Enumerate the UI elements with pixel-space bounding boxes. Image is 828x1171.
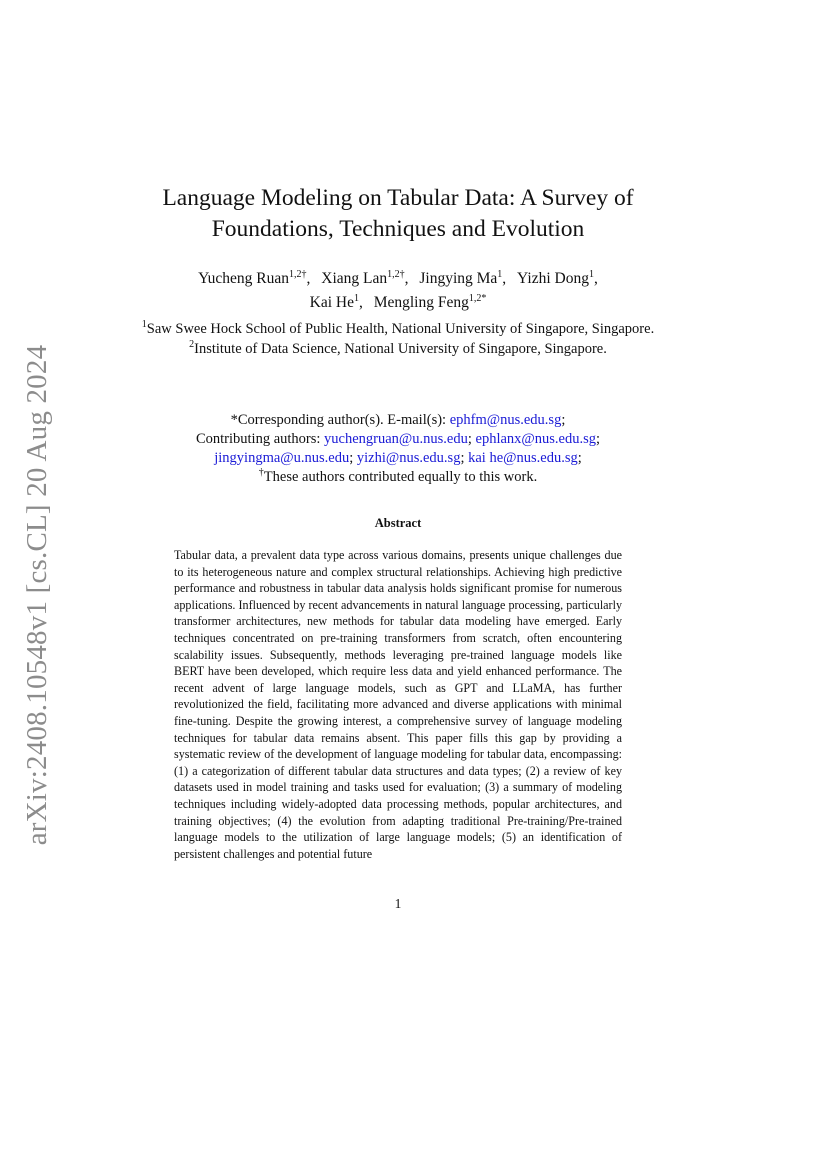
equal-contribution-text: These authors contributed equally to this work. <box>263 469 538 485</box>
paper-title-line-2: Foundations, Techniques and Evolution <box>211 216 585 242</box>
contributing-email-link[interactable]: jingyingma@u.nus.edu <box>214 450 350 466</box>
author-name: Kai He <box>309 294 354 311</box>
author: Yizhi Dong$^1$, <box>517 269 598 287</box>
affiliation-text: Institute of Data Science, National University of Singapore, Singapore. <box>194 341 607 357</box>
author-name: Yucheng Ruan <box>198 270 289 287</box>
paper-title <box>120 183 676 245</box>
author-name: Xiang Lan <box>321 270 388 287</box>
corresponding-email-link[interactable]: ephfm@nus.edu.sg <box>449 412 562 428</box>
author-affiliation-mark: 1 <box>588 269 594 280</box>
author-name: Mengling Feng <box>373 294 469 311</box>
contributing-email-link[interactable]: yuchengruan@u.nus.edu <box>324 431 468 447</box>
equal-contribution-note <box>120 468 676 488</box>
contributing-email-link[interactable]: yizhi@nus.edu.sg <box>356 450 461 466</box>
abstract-heading: Abstract <box>374 516 422 530</box>
author-line-1 <box>120 268 676 292</box>
abstract-body: Tabular data, a prevalent data type across various domains, presents unique challenges due to its heterogeneous nature and complex structural relationships. Achieving high predictive performance and robustness in tabular data analysis holds significant promise for numerous applications. Influenced by recent advancements in natural language processing, particularly transformer architectures, new methods for tabular data modeling have emerged. Early techniques concentrated on pre-training transformers from scratch, often encountering scalability issues. Subsequently, methods leveraging pre-trained language models like BERT have been developed, which require less data and yield enhanced performance. The recent advent of large language models, such as GPT and LLaMA, has further revolutionized the field, facilitating more advanced and diverse applications with minimal fine-tuning. Despite the growing interest, a comprehensive survey of language modeling techniques for tabular data remains absent. This paper fills this gap by providing a systematic review of the development of language modeling for tabular data, encompassing: (1) a categorization of different tabular data structures and data types; (2) a review of key datasets used in model training and tasks used for evaluation; (3) a summary of modeling techniques including widely-adopted data processing methods, popular architectures, and training objectives; (4) the evolution from adapting traditional Pre-training/Pre-trained language models to the utilization of large language models; (5) an identification of persistent challenges and potential future <box>174 548 622 861</box>
arxiv-identifier-stamp: arXiv:2408.10548v1 [cs.CL] 20 Aug 2024 <box>20 344 53 846</box>
equal-contribution-mark: † <box>258 467 264 478</box>
author-name: Jingying Ma <box>419 270 498 287</box>
affiliation <box>120 340 676 360</box>
corresponding-author-label: *Corresponding author(s). E-mail(s): <box>230 412 447 428</box>
corresponding-author-line: *Corresponding author(s). E-mail(s): ephfm@nus.edu.sg; <box>230 412 566 428</box>
author-list <box>120 268 676 316</box>
paper-title-line-1: Language Modeling on Tabular Data: A Survey of <box>162 185 634 211</box>
contributing-authors-label: Contributing authors: <box>195 431 321 447</box>
author: Yucheng Ruan$^{1,2\dagger}$, <box>198 269 311 287</box>
affiliation-list <box>120 320 676 360</box>
contributing-authors-line: Contributing authors: yuchengruan@u.nus.edu; ephlanx@nus.edu.sg; <box>195 431 601 447</box>
author: Xiang Lan$^{1,2\dagger}$, <box>321 269 409 287</box>
page-number: 1 <box>394 896 402 911</box>
contributing-authors-line: jingyingma@u.nus.edu; yizhi@nus.edu.sg; kai he@nus.edu.sg; <box>214 450 582 466</box>
author-affiliation-mark: 1,2† <box>387 269 405 280</box>
author-line-2 <box>120 292 676 316</box>
author-affiliation-mark: 1 <box>353 293 359 304</box>
author: Jingying Ma$^1$, <box>419 269 507 287</box>
affiliation-mark: 2 <box>189 339 195 350</box>
author-affiliation-mark: 1,2† <box>289 269 307 280</box>
author: Kai He$^1$, <box>309 293 363 311</box>
contact-information <box>120 411 676 488</box>
affiliation-mark: 1 <box>141 319 147 330</box>
affiliation-text: Saw Swee Hock School of Public Health, National University of Singapore, Singapore. <box>146 321 655 337</box>
author-affiliation-mark: 1 <box>497 269 503 280</box>
affiliation <box>120 320 676 340</box>
contributing-email-link[interactable]: kai he@nus.edu.sg <box>468 450 578 466</box>
author-affiliation-mark: 1,2* <box>468 293 487 304</box>
contributing-email-link[interactable]: ephlanx@nus.edu.sg <box>475 431 597 447</box>
author-name: Yizhi Dong <box>517 270 589 287</box>
author <box>374 294 487 311</box>
